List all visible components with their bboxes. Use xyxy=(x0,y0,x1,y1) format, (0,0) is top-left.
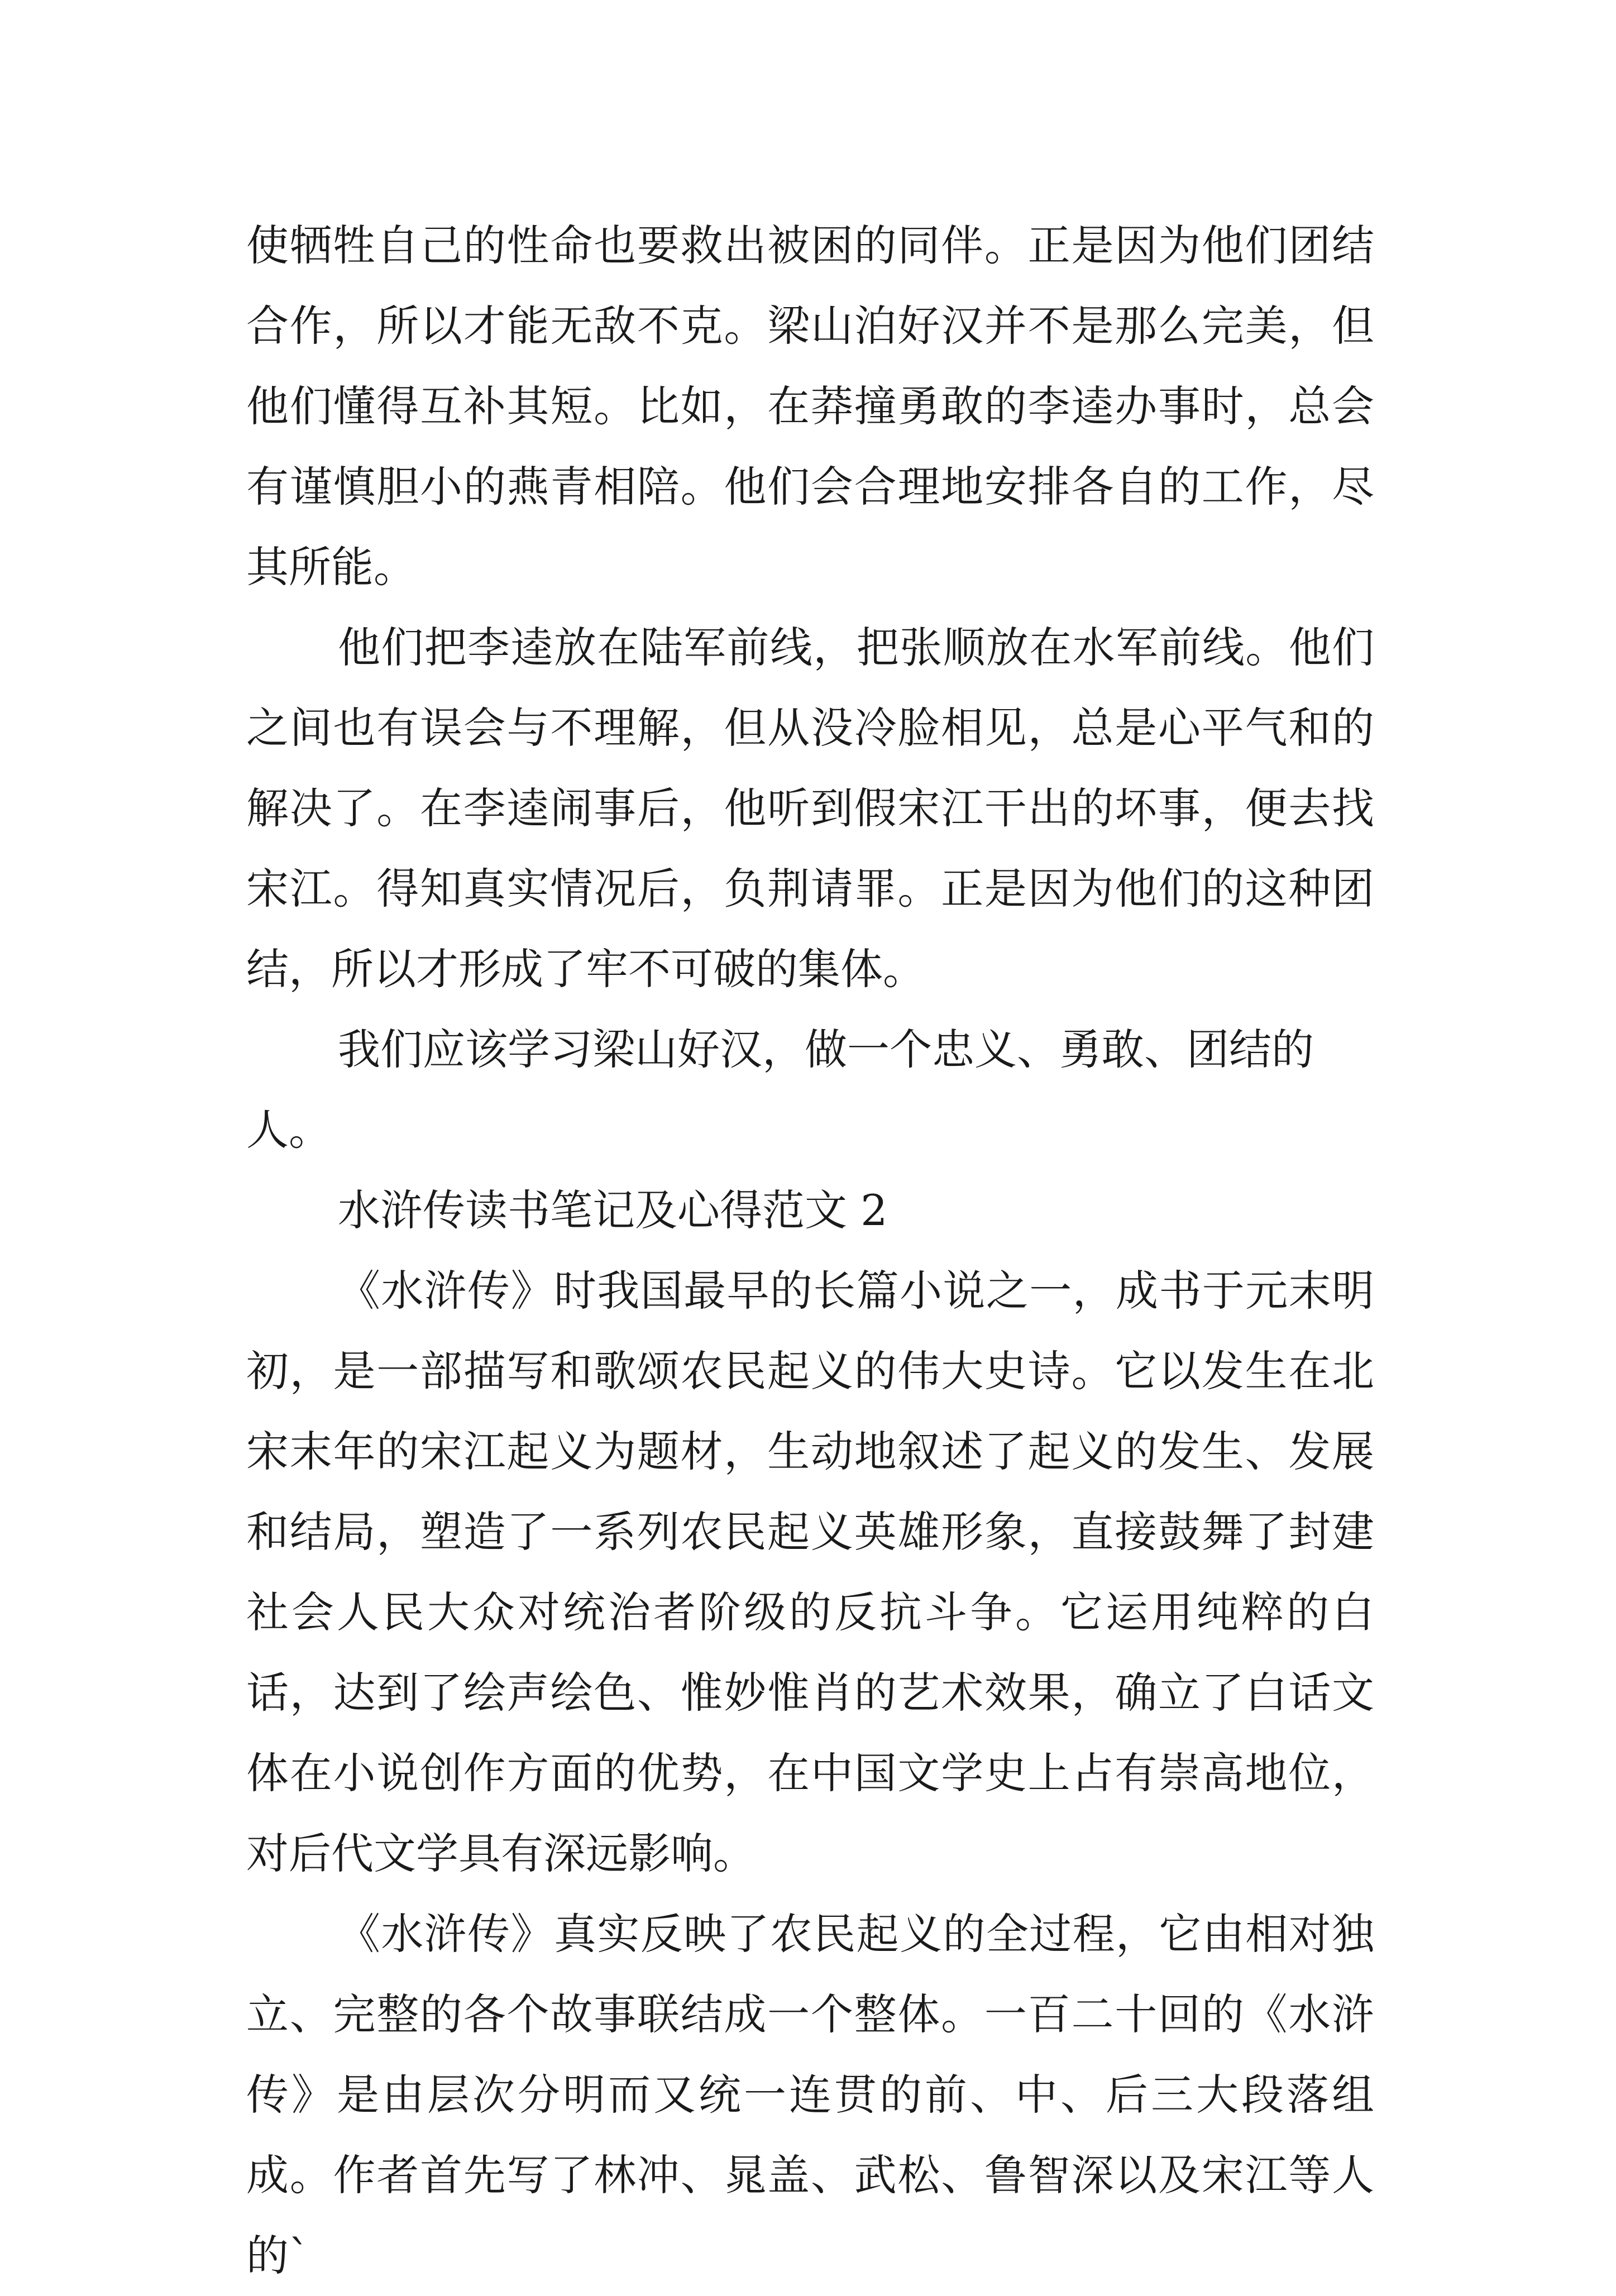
paragraph-conclusion: 我们应该学习梁山好汉，做一个忠义、勇敢、团结的人。 xyxy=(246,1025,1314,1155)
paragraph-introduction: 《水浒传》时我国最早的长篇小说之一，成书于元末明初，是一部描写和歌颂农民起义的伟大史诗。它以发生在北宋末年的宋江起义为题材，生动地叙述了起义的发生、发展和结局，塑造了一系列农民起义英雄形象，直接鼓舞了封建社会人民大众对统治者阶级的反抗斗争。它运用纯粹的白话，达到了绘声绘色、惟妙惟肖的艺术效果，确立了白话文体在小说创作方面的优势，在中国文学史上占有崇高地位，对后代文学具有深远影响。 xyxy=(246,1266,1374,1878)
paragraph-structure: 《水浒传》真实反映了农民起义的全过程，它由相对独立、完整的各个故事联结成一个整体。一百二十回的《水浒传》是由层次分明而又统一连贯的前、中、后三大段落组成。作者首先写了林冲、晁盖、武松、鲁智深以及宋江等人的` xyxy=(246,1909,1374,2280)
section-heading: 水浒传读书笔记及心得范文 2 xyxy=(338,1185,888,1235)
paragraph-li-kui-zhang-shun: 他们把李逵放在陆军前线，把张顺放在水军前线。他们之间也有误会与不理解，但从没冷脸相见，总是心平气和的解决了。在李逵闹事后，他听到假宋江干出的坏事，便去找宋江。得知真实情况后，负荆请罪。正是因为他们的这种团结，所以才形成了牢不可破的集体。 xyxy=(246,623,1374,994)
paragraph-continuation: 使牺牲自己的性命也要救出被困的同伴。正是因为他们团结合作，所以才能无敌不克。梁山泊好汉并不是那么完美，但他们懂得互补其短。比如，在莽撞勇敢的李逵办事时，总会有谨慎胆小的燕青相陪。他们会合理地安排各自的工作，尽其所能。 xyxy=(246,221,1374,592)
document-body xyxy=(246,205,1374,2296)
